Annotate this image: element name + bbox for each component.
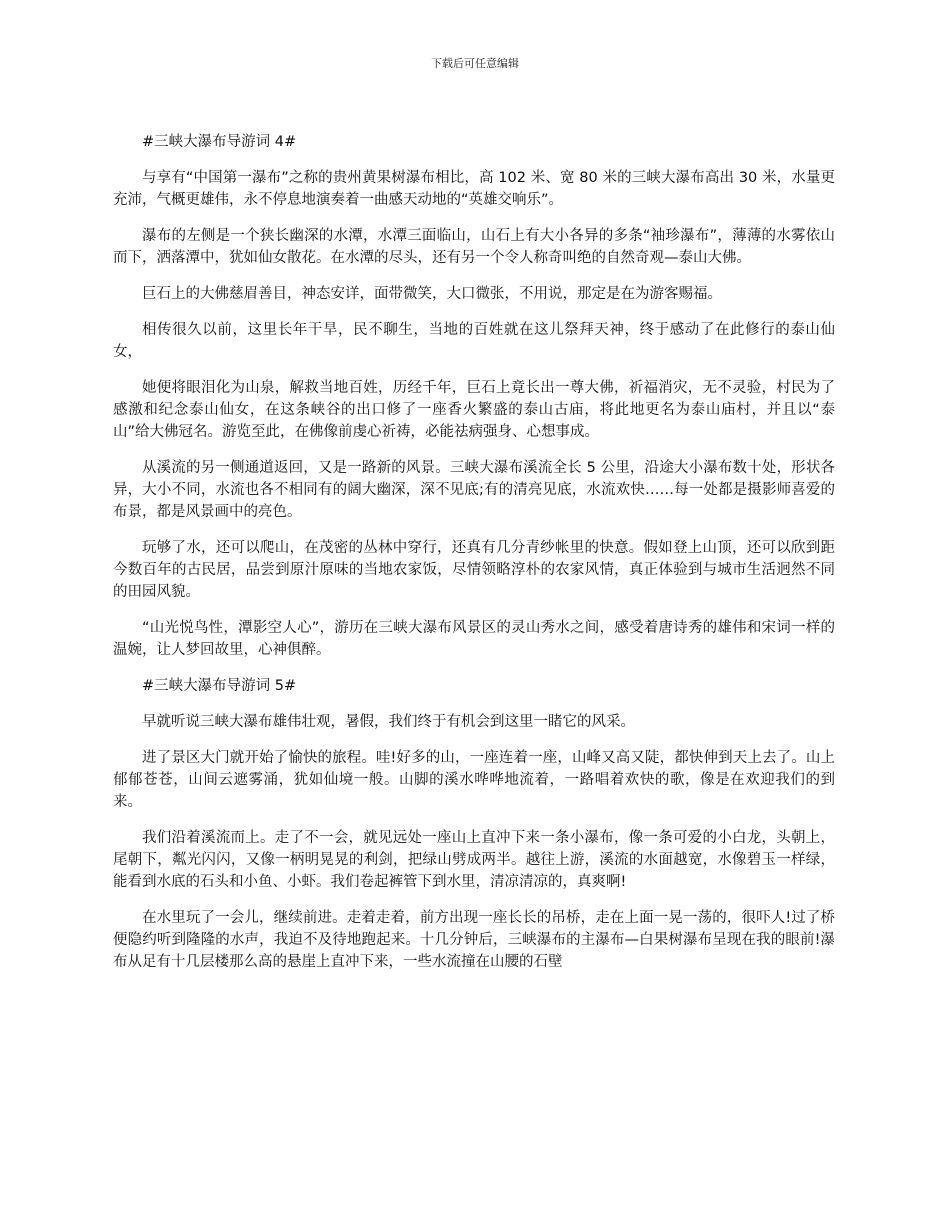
paragraph: 进了景区大门就开始了愉快的旅程。哇!好多的山，一座连着一座，山峰又高又陡，都快伸到天上去了。山上郁郁苍苍，山间云遮雾涌，犹如仙境一般。山脚的溪水哗哗地流着，一路唱着欢快的歌，像是在欢迎我们的到来。: [113, 750, 835, 810]
document-body: [113, 131, 835, 987]
paragraph: 早就听说三峡大瀑布雄伟壮观，暑假，我们终于有机会到这里一睹它的风采。: [142, 714, 635, 730]
paragraph: 相传很久以前，这里长年干旱，民不聊生，当地的百姓就在这儿祭拜天神，终于感动了在此修行的泰山仙女，: [113, 322, 835, 360]
paragraph: 巨石上的大佛慈眉善目，神态安详，面带微笑，大口微张，不用说，那定是在为游客赐福。: [142, 286, 722, 302]
paragraph: 从溪流的另一侧通道返回，又是一路新的风景。三峡大瀑布溪流全长 5 公里，沿途大小瀑布数十处，形状各异，大小不同，水流也各不相同有的阔大幽深，深不见底;有的清亮见底，水流欢快……每一处都是摄影师喜爱的布景，都是风景画中的亮色。: [113, 460, 835, 520]
paragraph: 我们沿着溪流而上。走了不一会，就见远处一座山上直冲下来一条小瀑布，像一条可爱的小白龙，头朝上，尾朝下，粼光闪闪，又像一柄明晃晃的利剑，把绿山劈成两半。越往上游，溪流的水面越宽，水像碧玉一样绿，能看到水底的石头和小鱼、小虾。我们卷起裤管下到水里，清凉清凉的，真爽啊!: [113, 830, 835, 890]
paragraph: “山光悦鸟性，潭影空人心”，游历在三峡大瀑布风景区的灵山秀水之间，感受着唐诗秀的雄伟和宋词一样的温婉，让人梦回故里，心神俱醉。: [113, 620, 835, 658]
paragraph: 她便将眼泪化为山泉，解救当地百姓，历经千年，巨石上竟长出一尊大佛，祈福消灾，无不灵验，村民为了感激和纪念泰山仙女，在这条峡谷的出口修了一座香火繁盛的泰山古庙，将此地更名为泰山庙村，并且以“泰山”给大佛冠名。游览至此，在佛像前虔心祈祷，必能祛病强身、心想事成。: [113, 380, 835, 440]
paragraph: 瀑布的左侧是一个狭长幽深的水潭，水潭三面临山，山石上有大小各异的多条“袖珍瀑布”，薄薄的水雾依山而下，洒落潭中，犹如仙女散花。在水潭的尽头，还有另一个令人称奇叫绝的自然奇观—泰山大佛。: [113, 228, 835, 266]
section-heading-5: #三峡大瀑布导游词 5#: [142, 678, 297, 694]
paragraph: 在水里玩了一会儿，继续前进。走着走着，前方出现一座长长的吊桥，走在上面一晃一荡的，很吓人!过了桥便隐约听到隆隆的水声，我迫不及待地跑起来。十几分钟后，三峡瀑布的主瀑布—白果树瀑布呈现在我的眼前!瀑布从足有十几层楼那么高的悬崖上直冲下来，一些水流撞在山腰的石壁: [113, 910, 835, 970]
paragraph: 玩够了水，还可以爬山，在茂密的丛林中穿行，还真有几分青纱帐里的快意。假如登上山顶，还可以欣到距今数百年的古民居，品尝到原汁原味的当地农家饭，尽情领略淳朴的农家风情，真正体验到与城市生活迥然不同的田园风貌。: [113, 540, 835, 600]
paragraph: 与享有“中国第一瀑布”之称的贵州黄果树瀑布相比，高 102 米、宽 80 米的三峡大瀑布高出 30 米，水量更充沛，气概更雄伟，永不停息地演奏着一曲感天动地的“英雄交响乐”。: [113, 170, 835, 208]
section-heading-4: #三峡大瀑布导游词 4#: [142, 134, 297, 150]
page-header: 下载后可任意编辑: [431, 57, 519, 70]
